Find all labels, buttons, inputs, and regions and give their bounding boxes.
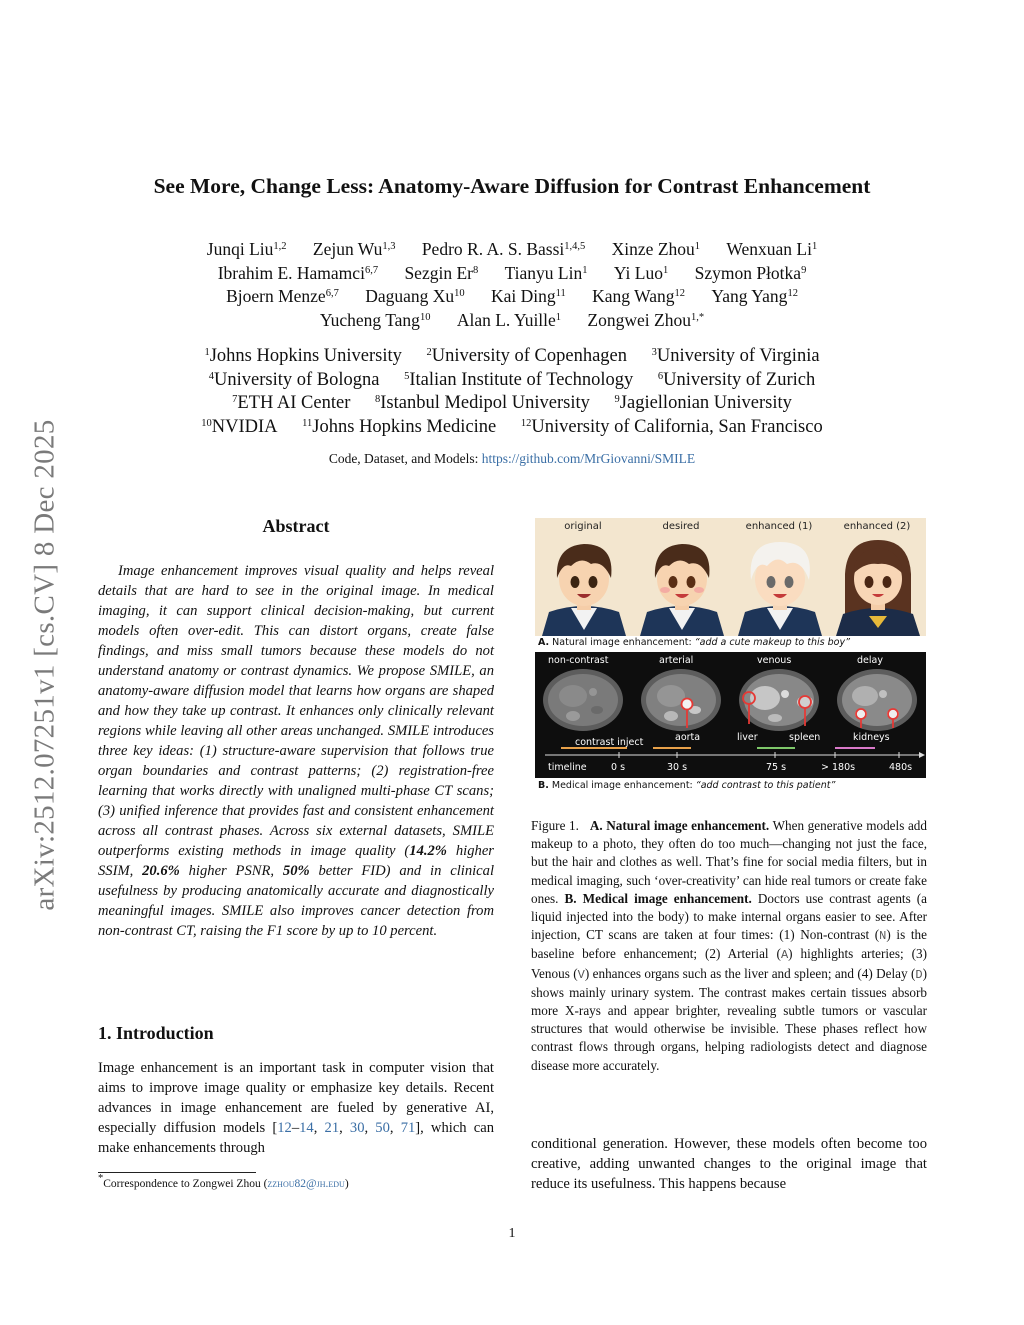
ct-slice-venous [739, 669, 819, 731]
time-tick-label: 0 s [611, 762, 626, 773]
citation-link[interactable]: 30 [349, 1120, 365, 1136]
figure-caption-a: A. Natural image enhancement: “add a cute makeup to this boy” [538, 637, 850, 648]
figure-1 [535, 518, 926, 793]
affiliation-line [100, 416, 924, 440]
author: Bjoern Menze$^{6,7}$ [226, 286, 339, 306]
author: Yi Luo$^1$ [613, 262, 669, 283]
portrait-original [537, 534, 631, 636]
author: Kai Ding$^{11}$ [491, 286, 566, 306]
ct-slice-arterial [641, 669, 721, 731]
citation-link[interactable]: 12 [277, 1120, 292, 1136]
affiliation: $^{11}$Johns Hopkins Medicine [302, 416, 497, 437]
author: Szymon Płotka$^9$ [694, 262, 807, 283]
citation-link[interactable]: 71 [400, 1120, 416, 1136]
author: Wenxuan Li$^1$ [726, 239, 818, 259]
footnote: *Correspondence to Zongwei Zhou (zzhou82@jh.edu) [98, 1173, 349, 1190]
author: Tianyu Lin$^1$ [504, 262, 588, 283]
affiliation: $^{12}$University of California, San Francisco [520, 416, 823, 437]
natural-image-panel [535, 518, 926, 636]
affiliation: $^1$Johns Hopkins University [204, 346, 402, 366]
affiliation: $^5$Italian Institute of Technology [404, 369, 634, 390]
abstract-body: Image enhancement improves visual quality and helps reveal details that are hard to see in the original image. In medical imaging, it can support clinical decision-making, but current models often over-edit. This can distort organs, create false findings, and miss small tumors because these models do not understand anatomy or contrast dynamics. We propose SMILE, an anatomy-aware diffusion model that learns how organs are shaped and how they take up contrast. It enhances only clinically relevant regions while leaving all other areas unchanged. SMILE introduces three key ideas: (1) structure-aware supervision that follows true organ boundaries and contrast patterns; (2) registration-free learning that works directly with unaligned multi-phase CT scans; (3) unified inference that provides fast and consistent enhancement across all contrast phases. Across six external datasets, SMILE outperforms existing methods in image quality (14.2% higher SSIM, 20.6% higher PSNR, 50% better FID) and in clinical usefulness by producing anatomically accurate and diagnostically meaningful images. SMILE also improves cancer detection from non-contrast CT, raising the F1 score by up to 10 percent. [98, 563, 494, 939]
time-tick-label: 30 s [667, 762, 688, 773]
ct-scans-timeline [535, 652, 926, 778]
ct-slice-non-contrast [543, 669, 623, 731]
author: Daguang Xu$^{10}$ [365, 286, 465, 306]
affiliation: $^9$Jagiellonian University [614, 393, 792, 413]
portrait-desired [635, 534, 729, 636]
affiliation: $^8$Istanbul Medipol University [375, 393, 590, 413]
affiliation: $^2$University of Copenhagen [426, 346, 628, 366]
author-line [100, 285, 924, 309]
citation-link[interactable]: 21 [324, 1120, 340, 1136]
citation-link[interactable]: 50 [375, 1120, 390, 1136]
affiliation: $^6$University of Zurich [657, 369, 816, 390]
time-tick-label: 480s [889, 762, 913, 773]
affiliation-line [100, 369, 924, 393]
author: Zejun Wu$^{1,3}$ [312, 239, 396, 259]
author: Sezgin Er$^8$ [404, 262, 479, 283]
author-line [100, 262, 924, 286]
arxiv-identifier: arXiv:2512.07251v1 [cs.CV] 8 Dec 2025 [28, 419, 61, 911]
timeline-label: timeline [548, 762, 587, 773]
affiliation: $^3$University of Virginia [651, 346, 820, 366]
column-label: enhanced (1) [745, 521, 813, 532]
portrait-enhanced-1 [733, 534, 827, 636]
right-column-body: conditional generation. However, these models often become too creative, adding unwanted changes to the original image that reduce its usefulness. This happens because [531, 1136, 927, 1192]
author: Junqi Liu$^{1,2}$ [206, 239, 287, 259]
author: Yucheng Tang$^{10}$ [319, 309, 431, 330]
section-heading-introduction: 1. Introduction [98, 1023, 214, 1043]
organ-label-aorta: aorta [675, 732, 701, 743]
ct-slice-delay [837, 669, 917, 731]
column-label: original [564, 521, 602, 532]
page-number: 1 [508, 1226, 516, 1241]
phase-label-venous: venous [757, 655, 792, 666]
author-line [100, 309, 924, 333]
code-line [0, 451, 1024, 467]
author: Zongwei Zhou$^{1,*}$ [587, 309, 705, 330]
footnote-rule [98, 1172, 256, 1173]
paper-title: See More, Change Less: Anatomy-Aware Diffusion for Contrast Enhancement [153, 174, 871, 198]
affiliation: $^{10}$NVIDIA [201, 416, 278, 437]
contrast-inject-label: contrast inject [575, 737, 644, 748]
affiliation: $^7$ETH AI Center [232, 393, 351, 413]
affiliation-line [100, 392, 924, 416]
figure-1-caption: Figure 1. A. Natural image enhancement. When generative models add makeup to a photo, they often do too much—changing not just the face, but the hair and clothes as well. That’s fine for social media filters, but in medical imaging, such ‘over-creativity’ can hide real tumors or create fake ones. B. Medical image enhancement. Doctors use contrast agents (a liquid injected into the body) to make internal organs easier to see. After injection, CT scans are taken at four times: (1) Non-contrast (N) is the baseline before enhancement; (2) Arterial (A) highlights arteries; (3) Venous (V) enhances organs such as the liver and spleen; and (4) Delay (D) shows mainly urinary system. The contrast makes certain tissues absorb more X-rays and appear brighter, revealing subtle tumors or vascular structures that would otherwise be invisible. These phases reflect how contrast flows through organs, helping radiologists detect and diagnose disease more accurately. [531, 818, 928, 1073]
portrait-enhanced-2 [831, 534, 925, 636]
author: Pedro R. A. S. Bassi$^{1,4,5}$ [421, 239, 586, 259]
time-tick-label: 75 s [766, 762, 787, 773]
organ-label-spleen: spleen [789, 732, 821, 743]
citation-link[interactable]: 14 [299, 1120, 314, 1136]
author: Ibrahim E. Hamamci$^{6,7}$ [217, 262, 379, 283]
github-link[interactable]: https://github.com/MrGiovanni/SMILE [481, 451, 696, 466]
affiliation-list [100, 345, 924, 439]
organ-label-kidneys: kidneys [853, 732, 890, 743]
code-label: Code, Dataset, and Models: [328, 451, 479, 466]
figure-caption-b: B. Medical image enhancement: “add contrast to this patient” [538, 780, 836, 791]
column-label: desired [662, 521, 700, 532]
abstract-heading: Abstract [262, 516, 330, 536]
phase-label-delay: delay [857, 655, 883, 666]
author-list [100, 238, 924, 332]
organ-label-liver: liver [737, 732, 758, 743]
author-line [100, 238, 924, 262]
phase-label-arterial: arterial [659, 655, 694, 666]
introduction-body: Image enhancement is an important task in computer vision that aims to improve image quality or emphasize key details. Recent advances in image enhancement are fueled by generative AI, especially diffusion models [12–14, 21, 30, 50, 71], which can make enhancements through [98, 1060, 494, 1156]
affiliation-line [100, 345, 924, 369]
author: Xinze Zhou$^1$ [611, 239, 701, 259]
medical-image-panel [535, 652, 926, 778]
phase-label-non-contrast: non-contrast [548, 655, 609, 666]
time-tick-label: > 180s [821, 762, 856, 773]
author: Yang Yang$^{12}$ [711, 286, 798, 306]
footnote-email[interactable]: zzhou82@jh.edu [267, 1178, 345, 1190]
author: Kang Wang$^{12}$ [592, 286, 686, 306]
affiliation: $^4$University of Bologna [208, 369, 380, 390]
author: Alan L. Yuille$^1$ [456, 309, 562, 330]
column-label: enhanced (2) [843, 521, 911, 532]
